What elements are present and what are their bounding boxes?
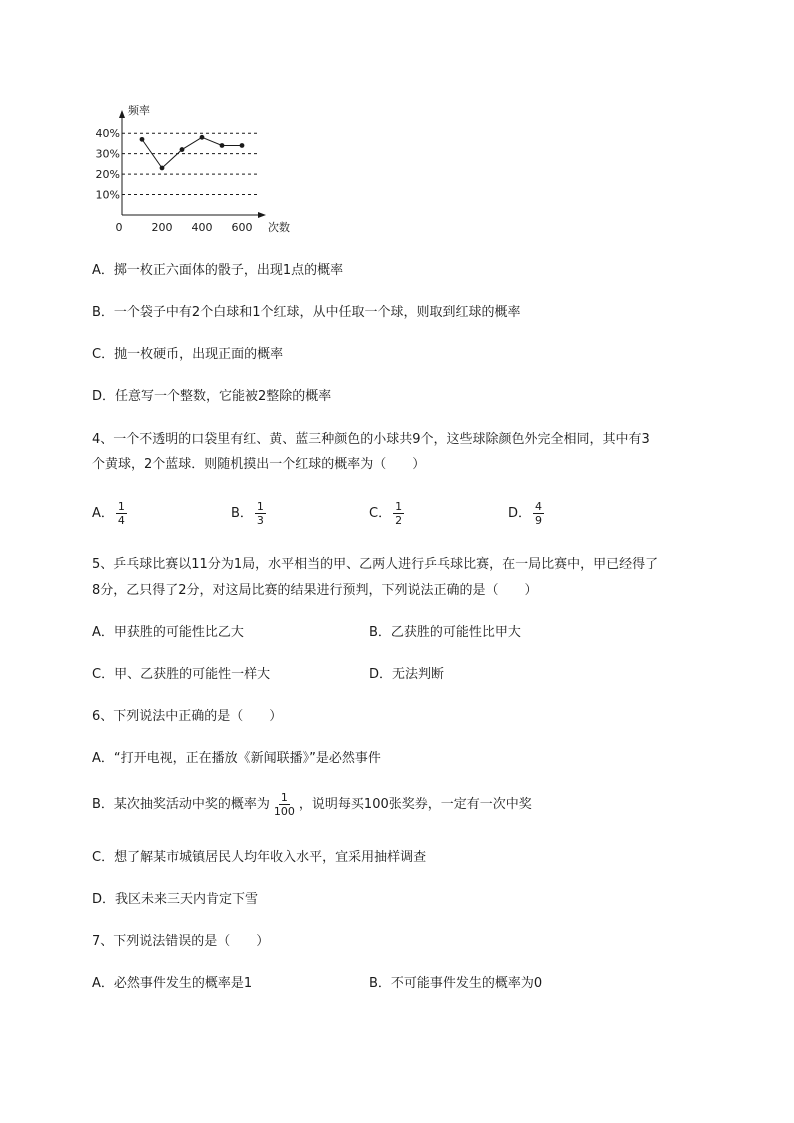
q5-option-b: B．乙获胜的可能性比甲大	[369, 625, 521, 640]
q4-option-d-fraction	[533, 500, 544, 527]
data-point	[140, 137, 145, 142]
q6-option-a: A．“打开电视，正在播放《新闻联播》”是必然事件	[92, 751, 381, 766]
q5-option-a: A．甲获胜的可能性比乙大	[92, 625, 244, 640]
x-axis-arrow	[258, 212, 266, 218]
data-point	[240, 143, 245, 148]
q4-option-c	[369, 500, 406, 527]
data-point	[220, 143, 225, 148]
q3-option-d: D．任意写一个整数，它能被2整除的概率	[92, 389, 332, 404]
q4-option-d	[508, 500, 546, 527]
fraction-numerator: 1	[256, 500, 264, 513]
y-tick-label: 20%	[95, 168, 120, 182]
q6-option-c: C．想了解某市城镇居民人均年收入水平，宜采用抽样调查	[92, 850, 427, 865]
fraction-numerator: 4	[535, 500, 543, 513]
q5-stem-line-1: 5、乒乓球比赛以11分为1局，水平相当的甲、乙两人进行乒乓球比赛，在一局比赛中，甲已经得了	[92, 557, 659, 572]
q7-option-b: B．不可能事件发生的概率为0	[369, 976, 543, 991]
y-tick-label: 40%	[95, 127, 120, 141]
chart-series	[140, 135, 245, 170]
fraction-denominator: 4	[117, 514, 125, 527]
q4-option-a-prefix: A．	[92, 506, 114, 521]
x-tick-label: 200	[151, 221, 173, 234]
q6-option-b-text-before: B．某次抽奖活动中奖的概率为	[92, 797, 270, 812]
fraction-denominator: 2	[395, 514, 403, 527]
q3-option-a: A．掷一枚正六面体的骰子，出现1点的概率	[92, 263, 344, 278]
q5-option-d: D．无法判断	[369, 667, 445, 682]
chart-axes	[119, 110, 266, 218]
fraction-denominator: 9	[535, 514, 543, 527]
q4-option-b-fraction	[255, 500, 266, 527]
q4-stem-line-2: 个黄球，2个蓝球．则随机摸出一个红球的概率为（ ）	[92, 457, 426, 472]
q4-option-a-fraction	[116, 500, 127, 527]
x-tick-label: 0	[115, 221, 123, 234]
q6-stem: 6、下列说法中正确的是（ ）	[92, 709, 283, 724]
fraction-denominator: 3	[256, 514, 264, 527]
q4-option-b-prefix: B．	[231, 506, 253, 521]
q3-option-b: B．一个袋子中有2个白球和1个红球，从中任取一个球，则取到红球的概率	[92, 305, 521, 320]
q6-option-d: D．我区未来三天内肯定下雪	[92, 892, 259, 907]
data-point	[160, 166, 165, 171]
chart-y-ticks	[96, 127, 120, 201]
y-tick-label: 30%	[95, 147, 120, 161]
q7-option-a: A．必然事件发生的概率是1	[92, 976, 253, 991]
q4-stem-line-1: 4、一个不透明的口袋里有红、黄、蓝三种颜色的小球共9个，这些球除颜色外完全相同，其中有3	[92, 432, 650, 447]
data-point	[200, 135, 205, 140]
q5-option-c: C．甲、乙获胜的可能性一样大	[92, 667, 271, 682]
x-tick-label: 600	[231, 221, 253, 234]
fraction-numerator: 1	[280, 791, 288, 804]
chart-x-axis-label: 次数	[268, 221, 290, 234]
q3-option-c: C．抛一枚硬币，出现正面的概率	[92, 347, 284, 362]
fraction-numerator: 1	[395, 500, 403, 513]
frequency-chart	[95, 100, 302, 240]
q4-option-a	[92, 500, 129, 527]
q7-stem: 7、下列说法错误的是（ ）	[92, 934, 270, 949]
chart-y-axis-label: 频率	[128, 104, 150, 117]
fraction-numerator: 1	[117, 500, 125, 513]
q4-option-d-prefix: D．	[508, 506, 532, 521]
q6-option-b-text-after: ，说明每买100张奖券，一定有一次中奖	[298, 797, 532, 812]
q4-option-c-fraction	[393, 500, 404, 527]
q4-option-c-prefix: C．	[369, 506, 392, 521]
q6-option-b-fraction	[272, 791, 297, 818]
fraction-denominator: 100	[273, 805, 295, 818]
y-axis-arrow	[119, 110, 125, 118]
y-tick-label: 10%	[95, 188, 120, 202]
q4-option-b	[231, 500, 268, 527]
series-line	[142, 137, 242, 168]
data-point	[180, 147, 185, 152]
q6-option-b	[92, 791, 532, 818]
chart-x-ticks	[116, 221, 253, 234]
x-tick-label: 400	[191, 221, 213, 234]
q5-stem-line-2: 8分，乙只得了2分，对这局比赛的结果进行预判，下列说法正确的是（ ）	[92, 583, 538, 598]
chart-gridlines	[122, 133, 258, 194]
